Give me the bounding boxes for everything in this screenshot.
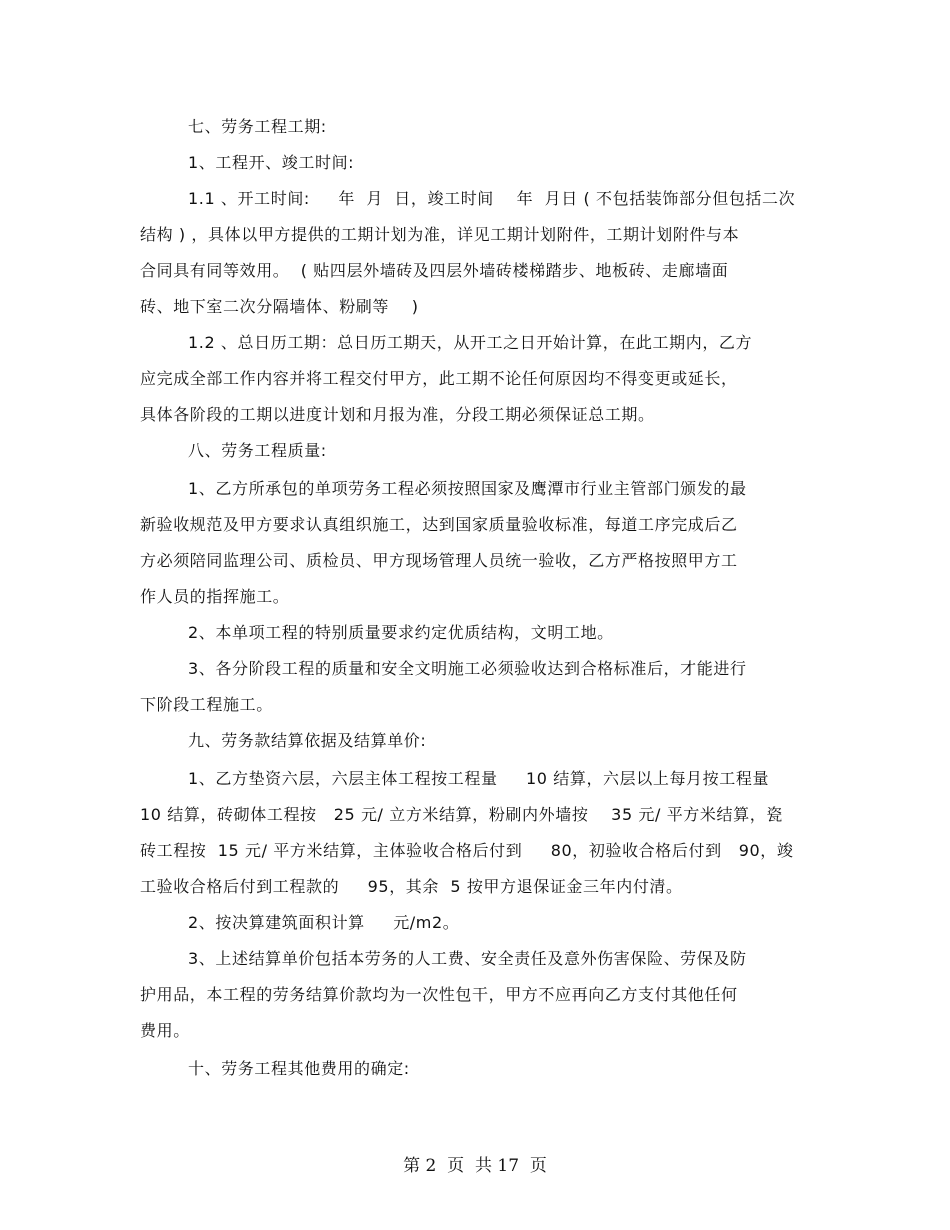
paragraph-line: 3、各分阶段工程的质量和安全文明施工必须验收达到合格标准后，才能进行 [188, 659, 747, 678]
paragraph-line: 2、按决算建筑面积计算 元/m2。 [188, 913, 460, 932]
paragraph-line: 费用。 [140, 1021, 190, 1040]
paragraph-line: 砖工程按 15 元/ 平方米结算，主体验收合格后付到 80，初验收合格后付到 90，竣 [140, 841, 794, 860]
paragraph-line: 作人员的指挥施工。 [140, 587, 290, 606]
paragraph-line: 护用品，本工程的劳务结算价款均为一次性包干，甲方不应再向乙方支付其他任何 [140, 985, 738, 1004]
paragraph-line: 1、工程开、竣工时间: [188, 153, 355, 172]
section-heading: 八、劳务工程质量: [188, 441, 327, 460]
paragraph-line: 具体各阶段的工期以进度计划和月报为准，分段工期必须保证总工期。 [140, 405, 655, 424]
paragraph-line: 砖、地下室二次分隔墙体、粉刷等 ) [140, 297, 419, 316]
page-number-footer: 第 2 页 共 17 页 [403, 1156, 547, 1176]
paragraph-line: 10 结算，砖砌体工程按 25 元/ 立方米结算，粉刷内外墙按 35 元/ 平方米结算，瓷 [140, 805, 783, 824]
paragraph-line: 1、乙方所承包的单项劳务工程必须按照国家及鹰潭市行业主管部门颁发的最 [188, 479, 747, 498]
paragraph-line: 1.1 、开工时间: 年 月 日，竣工时间 年 月日 ( 不包括装饰部分但包括二次 [188, 189, 796, 208]
paragraph-line: 3、上述结算单价包括本劳务的人工费、安全责任及意外伤害保险、劳保及防 [188, 949, 747, 968]
paragraph-line: 下阶段工程施工。 [140, 695, 273, 714]
paragraph-line: 合同具有同等效用。 ( 贴四层外墙砖及四层外墙砖楼梯踏步、地板砖、走廊墙面 [140, 261, 729, 280]
section-heading: 七、劳务工程工期: [188, 117, 327, 136]
paragraph-line: 结构 ) ，具体以甲方提供的工期计划为准，详见工期计划附件，工期计划附件与本 [140, 225, 740, 244]
section-heading: 十、劳务工程其他费用的确定: [188, 1059, 410, 1078]
paragraph-line: 1、乙方垫资六层，六层主体工程按工程量 10 结算，六层以上每月按工程量 [188, 769, 770, 788]
paragraph-line: 新验收规范及甲方要求认真组织施工，达到国家质量验收标准，每道工序完成后乙 [140, 515, 738, 534]
paragraph-line: 2、本单项工程的特别质量要求约定优质结构，文明工地。 [188, 623, 614, 642]
paragraph-line: 1.2 、总日历工期：总日历工期天，从开工之日开始计算，在此工期内，乙方 [188, 333, 753, 352]
paragraph-line: 工验收合格后付到工程款的 95，其余 5 按甲方退保证金三年内付清。 [140, 877, 683, 896]
section-heading: 九、劳务款结算依据及结算单价: [188, 731, 427, 750]
paragraph-line: 应完成全部工作内容并将工程交付甲方，此工期不论任何原因均不得变更或延长， [140, 369, 738, 388]
paragraph-line: 方必须陪同监理公司、质检员、甲方现场管理人员统一验收，乙方严格按照甲方工 [140, 551, 738, 570]
